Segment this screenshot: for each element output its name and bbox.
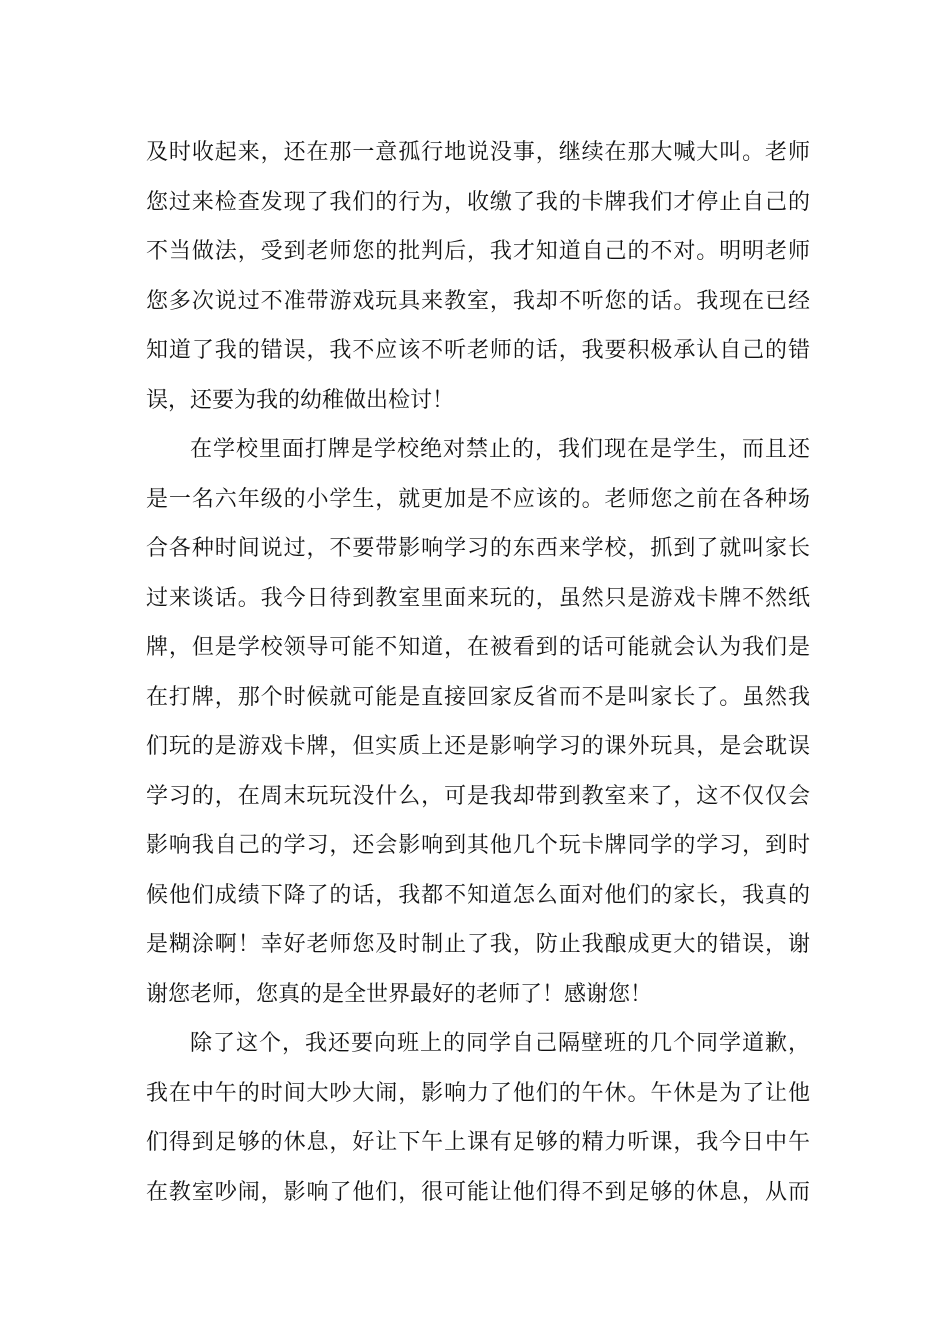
text-line: 谢您老师，您真的是全世界最好的老师了！感谢您！	[146, 981, 653, 1007]
text-line: 候他们成绩下降了的话，我都不知道怎么面对他们的家长，我真的	[146, 882, 810, 908]
text-line: 我在中午的时间大吵大闹，影响力了他们的午休。午休是为了让他	[146, 1080, 810, 1106]
text-line: 不当做法，受到老师您的批判后，我才知道自己的不对。明明老师	[146, 239, 810, 264]
text-line: 及时收起来，还在那一意孤行地说没事，继续在那大喊大叫。老师	[146, 140, 810, 165]
text-line: 过来谈话。我今日待到教室里面来玩的，虽然只是游戏卡牌不然纸	[146, 585, 810, 611]
text-line: 误，还要为我的幼稚做出检讨！	[146, 387, 455, 413]
text-line: 牌，但是学校领导可能不知道，在被看到的话可能就会认为我们是	[146, 635, 810, 660]
text-line: 是糊涂啊！幸好老师您及时制止了我，防止我酿成更大的错误，谢	[146, 932, 810, 957]
text-line: 在学校里面打牌是学校绝对禁止的，我们现在是学生，而且还	[190, 437, 810, 462]
text-line: 们玩的是游戏卡牌，但实质上还是影响学习的课外玩具，是会耽误	[146, 734, 810, 759]
text-line: 除了这个，我还要向班上的同学自己隔壁班的几个同学道歉，	[190, 1031, 810, 1056]
text-line: 知道了我的错误，我不应该不听老师的话，我要积极承认自己的错	[146, 338, 810, 363]
text-line: 在教室吵闹，影响了他们，很可能让他们得不到足够的休息，从而	[146, 1179, 810, 1205]
text-line: 在打牌，那个时候就可能是直接回家反省而不是叫家长了。虽然我	[146, 684, 810, 710]
text-line: 合各种时间说过，不要带影响学习的东西来学校，抓到了就叫家长	[146, 536, 810, 561]
text-line: 您多次说过不准带游戏玩具来教室，我却不听您的话。我现在已经	[146, 288, 810, 314]
text-line: 是一名六年级的小学生，就更加是不应该的。老师您之前在各种场	[146, 486, 810, 512]
document-body-text	[146, 128, 810, 1217]
text-line: 们得到足够的休息，好让下午上课有足够的精力听课，我今日中午	[146, 1130, 810, 1155]
text-line: 学习的，在周末玩玩没什么，可是我却带到教室来了，这不仅仅会	[146, 783, 810, 809]
text-line: 影响我自己的学习，还会影响到其他几个玩卡牌同学的学习，到时	[146, 833, 810, 858]
text-line: 您过来检查发现了我们的行为，收缴了我的卡牌我们才停止自己的	[146, 189, 810, 215]
